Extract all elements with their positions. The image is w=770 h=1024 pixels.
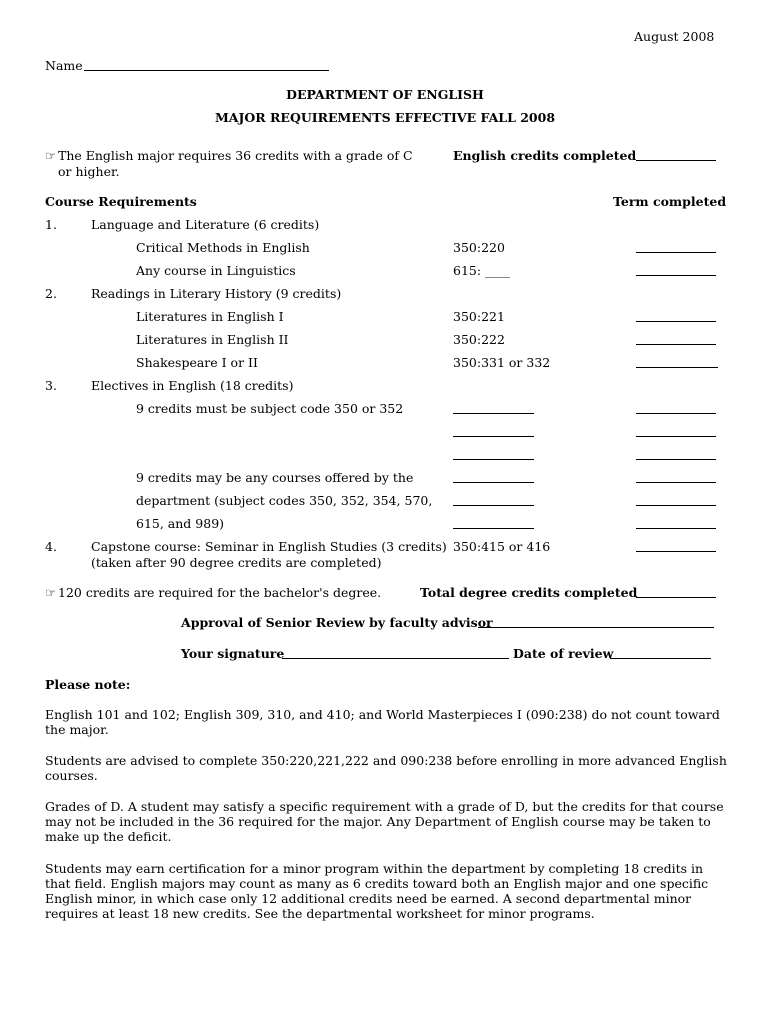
- elective-course-field[interactable]: [453, 528, 534, 529]
- note-paragraph: Students may earn certification for a minor program within the department by completing 18 credits in that field. English majors may count as many as 6 credits toward both an English major and one specific English minor, in which case only 12 additional credits need be earned. A second departmental minor requires at least 18 new credits. See the departmental worksheet for minor programs.: [45, 861, 709, 921]
- term-completed-field[interactable]: [636, 367, 718, 368]
- elective-course-field[interactable]: [453, 413, 534, 414]
- date-of-review-field[interactable]: [610, 658, 711, 659]
- approval-label: Approval of Senior Review by faculty advisor: [181, 615, 493, 630]
- term-completed-field[interactable]: [636, 252, 716, 253]
- course-name: Literatures in English I: [136, 309, 284, 324]
- elective-course-field[interactable]: [453, 505, 534, 506]
- course-code: 350:415 or 416: [453, 539, 551, 554]
- english-credits-field[interactable]: [636, 160, 716, 161]
- pointing-hand-icon: ☞: [45, 585, 57, 600]
- document-date: August 2008: [634, 29, 715, 44]
- signature-label: Your signature: [181, 646, 285, 661]
- term-completed-field[interactable]: [636, 413, 716, 414]
- degree-credits-text: 120 credits are required for the bachelor's degree.: [58, 585, 382, 600]
- term-completed-field[interactable]: [636, 528, 716, 529]
- major-requirement-text-cont: or higher.: [58, 164, 120, 179]
- name-field[interactable]: [84, 70, 329, 71]
- term-completed-heading: Term completed: [613, 194, 727, 209]
- note-paragraph: English 101 and 102; English 309, 310, and 410; and World Masterpieces I (090:238) do not count toward the major.: [45, 707, 720, 737]
- course-code: 350:221: [453, 309, 505, 324]
- english-credits-label: English credits completed: [453, 148, 637, 163]
- section-number: 3.: [45, 378, 57, 393]
- term-completed-field[interactable]: [636, 275, 716, 276]
- section-title: Electives in English (18 credits): [91, 378, 294, 393]
- course-name: Literatures in English II: [136, 332, 289, 347]
- section-title-note: (taken after 90 degree credits are completed): [91, 555, 382, 570]
- major-requirement-text: The English major requires 36 credits with a grade of C: [58, 148, 413, 163]
- course-code: 615: ____: [453, 263, 511, 278]
- elective-course-field[interactable]: [453, 436, 534, 437]
- note-paragraph: Grades of D. A student may satisfy a specific requirement with a grade of D, but the credits for that course may not be included in the 36 required for the major. Any Department of English course may be taken to make up the deficit.: [45, 799, 724, 844]
- course-code: 350:222: [453, 332, 505, 347]
- notes-heading: Please note:: [45, 677, 131, 692]
- total-credits-label: Total degree credits completed: [420, 585, 638, 600]
- term-completed-field[interactable]: [636, 482, 716, 483]
- section-number: 2.: [45, 286, 57, 301]
- course-name: Shakespeare I or II: [136, 355, 258, 370]
- course-requirements-heading: Course Requirements: [45, 194, 197, 209]
- page-subtitle: MAJOR REQUIREMENTS EFFECTIVE FALL 2008: [214, 110, 556, 125]
- course-code: 350:220: [453, 240, 505, 255]
- elective-course-field[interactable]: [453, 482, 534, 483]
- term-completed-field[interactable]: [636, 459, 716, 460]
- section-title: Capstone course: Seminar in English Studies (3 credits): [91, 539, 447, 554]
- name-label: Name: [45, 58, 83, 73]
- term-completed-field[interactable]: [636, 505, 716, 506]
- course-name: Any course in Linguistics: [136, 263, 296, 278]
- signature-field[interactable]: [282, 658, 509, 659]
- section-number: 1.: [45, 217, 57, 232]
- term-completed-field[interactable]: [636, 436, 716, 437]
- section-title: Language and Literature (6 credits): [91, 217, 320, 232]
- section-title: Readings in Literary History (9 credits): [91, 286, 342, 301]
- elective-rule-any-cont: 615, and 989): [136, 516, 225, 531]
- course-name: Critical Methods in English: [136, 240, 310, 255]
- elective-course-field[interactable]: [453, 459, 534, 460]
- section-number: 4.: [45, 539, 57, 554]
- page-title: DEPARTMENT OF ENGLISH: [286, 87, 484, 102]
- term-completed-field[interactable]: [636, 321, 716, 322]
- total-credits-field[interactable]: [636, 597, 716, 598]
- elective-rule-350-352: 9 credits must be subject code 350 or 352: [136, 401, 404, 416]
- date-of-review-label: Date of review: [513, 646, 614, 661]
- term-completed-field[interactable]: [636, 551, 716, 552]
- pointing-hand-icon: ☞: [45, 148, 57, 163]
- note-paragraph: Students are advised to complete 350:220,221,222 and 090:238 before enrolling in more advanced English courses.: [45, 753, 727, 783]
- term-completed-field[interactable]: [636, 344, 716, 345]
- approval-signature-field[interactable]: [478, 627, 714, 628]
- course-code: 350:331 or 332: [453, 355, 551, 370]
- elective-rule-any: 9 credits may be any courses offered by the: [136, 470, 414, 485]
- elective-rule-any-cont: department (subject codes 350, 352, 354, 570,: [136, 493, 433, 508]
